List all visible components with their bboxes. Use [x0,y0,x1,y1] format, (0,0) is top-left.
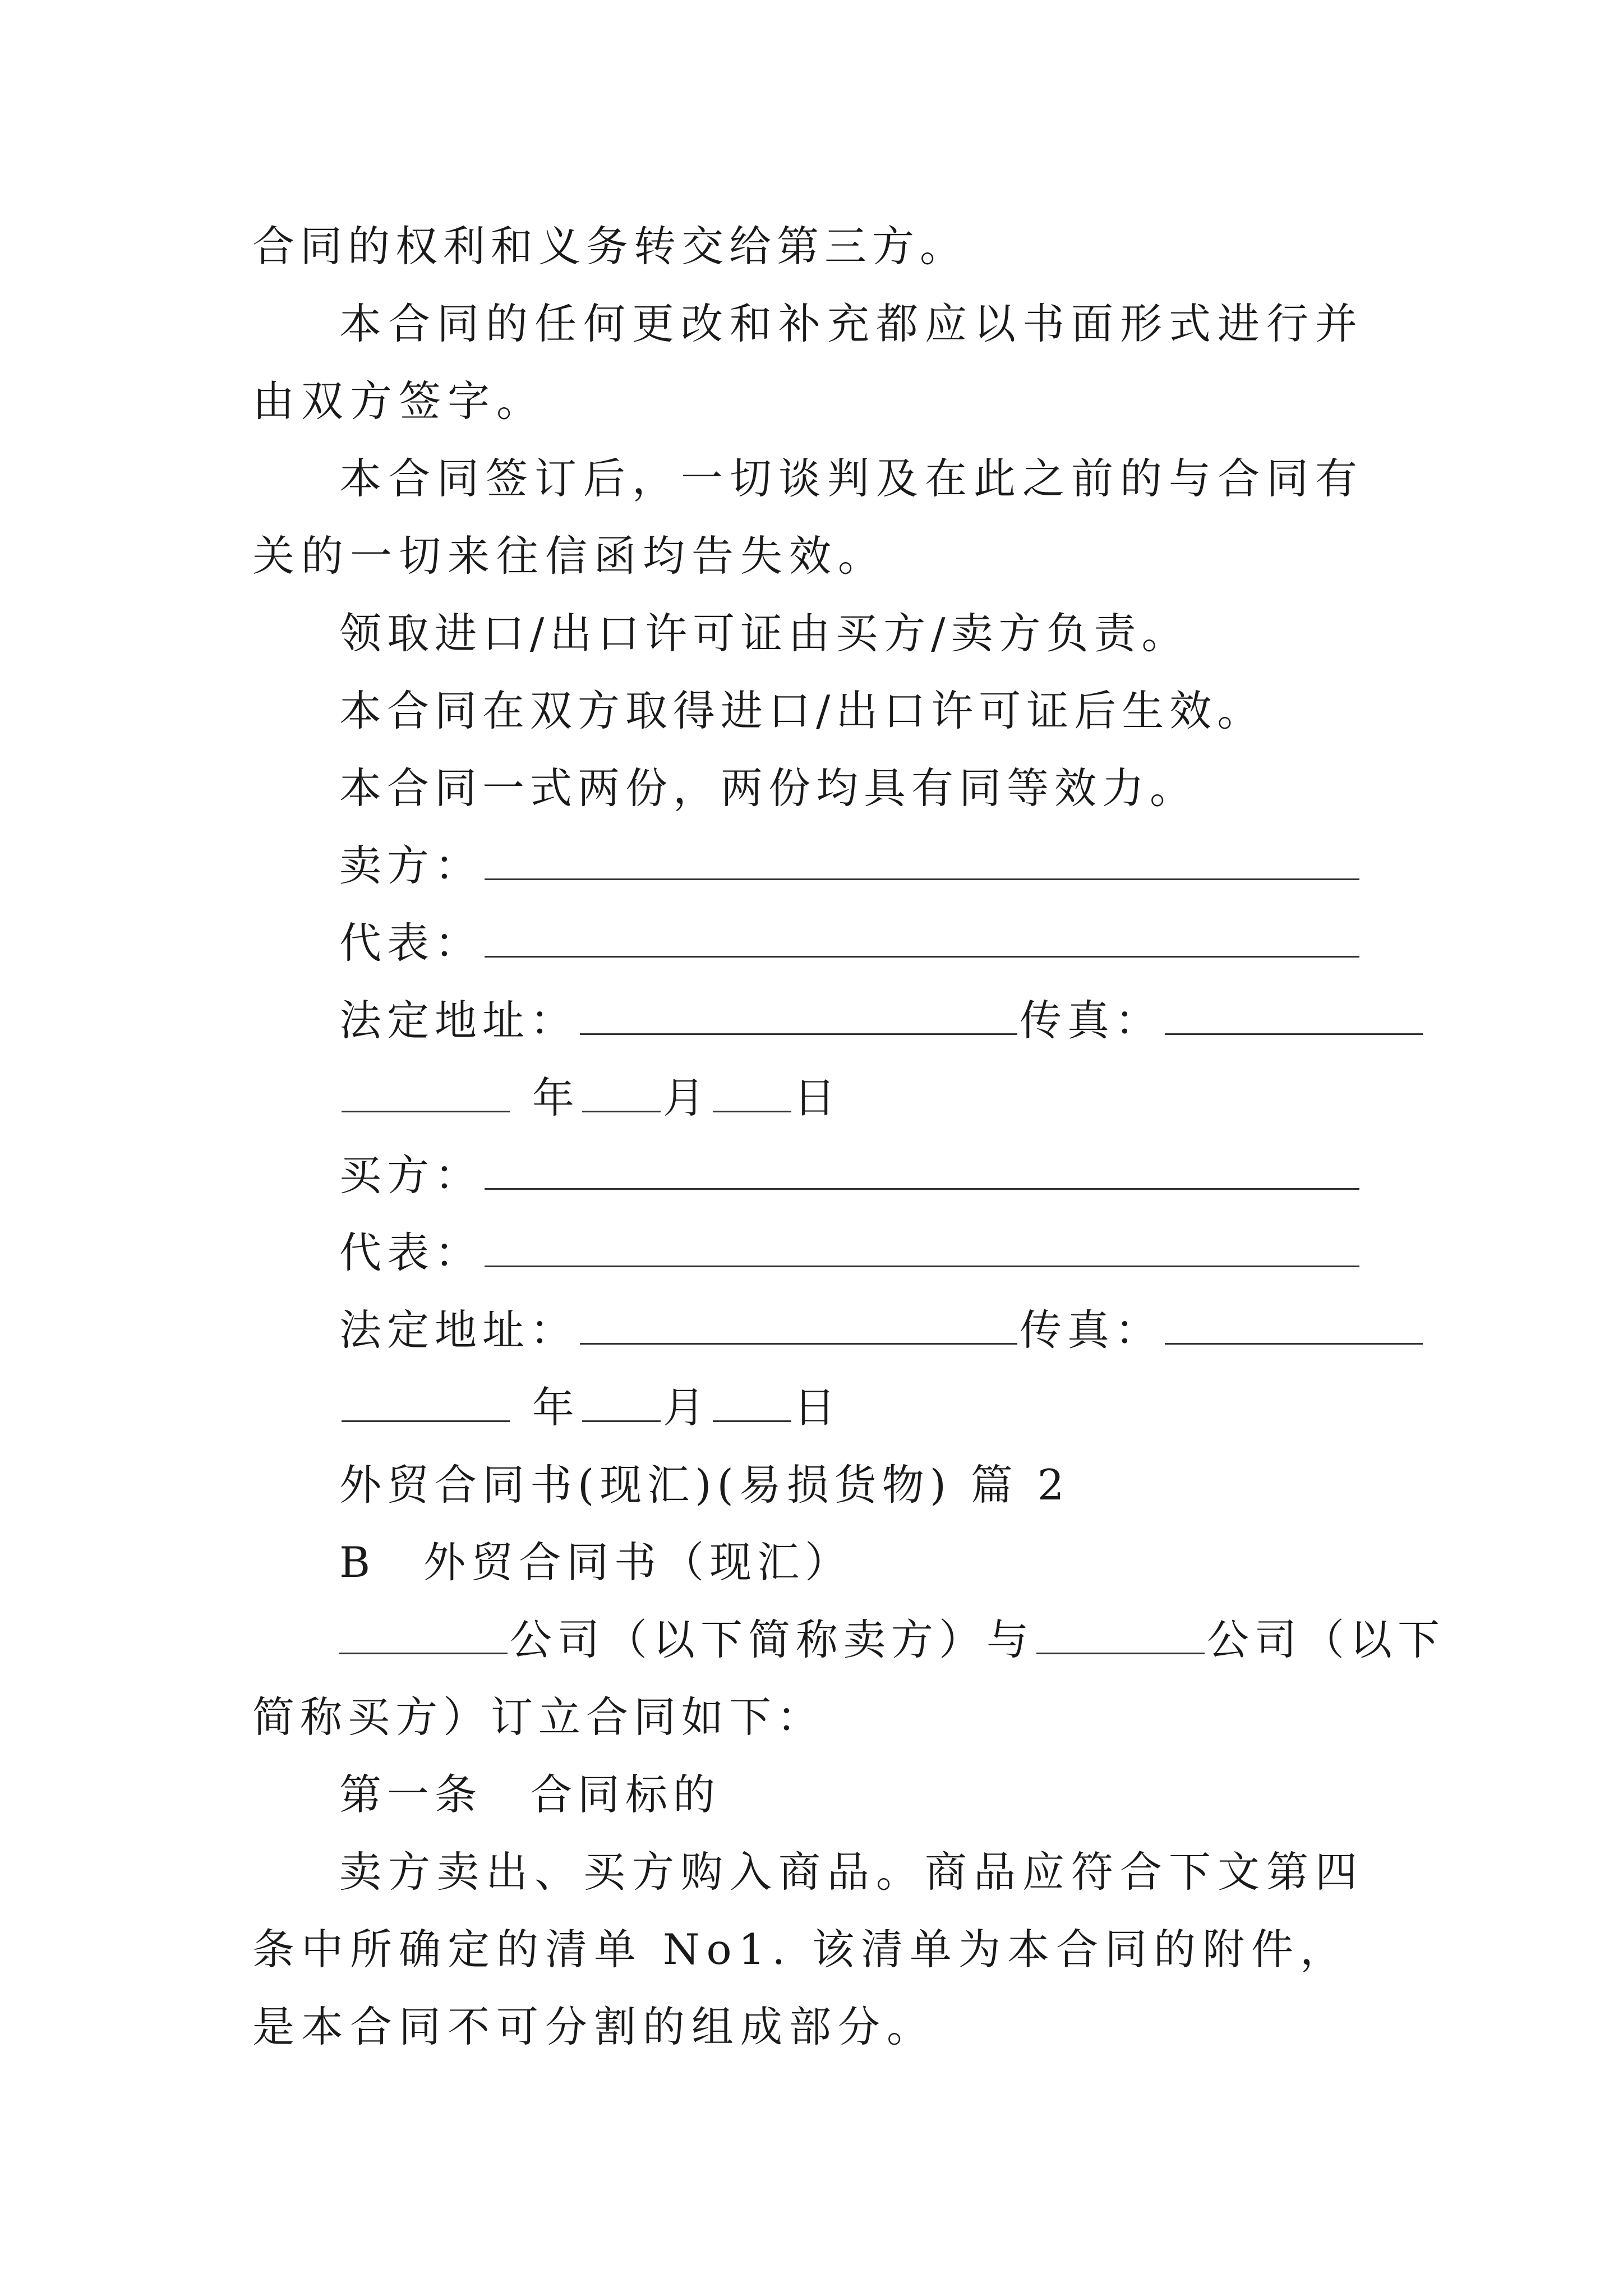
buyer-company-blank[interactable] [1036,1619,1205,1654]
seller-date-line [252,1059,1472,1137]
buyer-month-label: 月 [663,1383,711,1432]
paragraph-prior-negotiations: 本合同签订后，一切谈判及在此之前的与合同有关的一切来往信函均告失效。 [252,454,1364,581]
intro-part2-inline: 公司（以下 [1207,1615,1446,1664]
seller-label: 卖方： [339,841,483,890]
buyer-label: 买方： [339,1151,483,1200]
seller-address-label: 法定地址： [339,996,578,1045]
seller-month-blank[interactable] [582,1077,661,1112]
seller-date-blank[interactable] [342,1077,510,1112]
seller-party-line [252,827,1472,904]
seller-fax-label: 传真： [1020,996,1163,1045]
buyer-rep-label: 代表： [339,1228,483,1277]
paragraph-copies: 本合同一式两份，两份均具有同等效力。 [339,763,1198,813]
section2-subheading: B 外贸合同书（现汇） [339,1538,853,1587]
buyer-address-label: 法定地址： [339,1305,578,1355]
seller-rep-label: 代表： [339,918,483,968]
intro-line [252,1601,1472,1678]
buyer-year-label: 年 [532,1383,580,1432]
buyer-address-blank[interactable] [580,1309,1017,1345]
buyer-date-line [252,1369,1472,1446]
intro-continuation: 简称买方）订立合同如下： [252,1692,825,1742]
buyer-name-blank[interactable] [485,1154,1359,1190]
seller-rep-line [252,904,1472,982]
seller-address-line [252,982,1472,1059]
seller-rep-blank[interactable] [485,922,1359,958]
seller-name-blank[interactable] [485,845,1359,880]
buyer-month-blank[interactable] [582,1387,661,1422]
buyer-day-blank[interactable] [713,1387,791,1422]
buyer-fax-blank[interactable] [1165,1309,1423,1345]
buyer-address-line [252,1291,1472,1369]
paragraph-transfer: 合同的权利和义务转交给第三方。 [252,222,968,271]
paragraph-license: 领取进口/出口许可证由买方/卖方负责。 [339,609,1189,658]
article1-title: 第一条 合同标的 [339,1770,721,1819]
seller-year-label: 年 [532,1073,580,1122]
seller-fax-blank[interactable] [1165,1000,1423,1035]
seller-month-label: 月 [663,1073,711,1122]
buyer-party-line [252,1137,1472,1214]
seller-address-blank[interactable] [580,1000,1017,1035]
article1-text: 卖方卖出、买方购入商品。商品应符合下文第四条中所确定的清单 No1. 该清单为本合同的附件，是本合同不可分割的组成部分。 [252,1847,1364,2051]
buyer-rep-line [252,1214,1472,1291]
intro-part1: 公司（以下简称卖方）与 [510,1615,1035,1664]
section2-heading: 外贸合同书(现汇)(易损货物) 篇 2 [339,1460,1070,1510]
buyer-date-blank[interactable] [342,1387,510,1422]
buyer-day-label: 日 [794,1383,842,1432]
seller-day-blank[interactable] [713,1077,791,1112]
paragraph-amendments: 本合同的任何更改和补充都应以书面形式进行并由双方签字。 [252,299,1364,426]
seller-day-label: 日 [794,1073,842,1122]
buyer-fax-label: 传真： [1020,1305,1163,1355]
paragraph-effective: 本合同在双方取得进口/出口许可证后生效。 [339,686,1265,735]
buyer-rep-blank[interactable] [485,1232,1359,1267]
seller-company-blank[interactable] [339,1619,508,1654]
